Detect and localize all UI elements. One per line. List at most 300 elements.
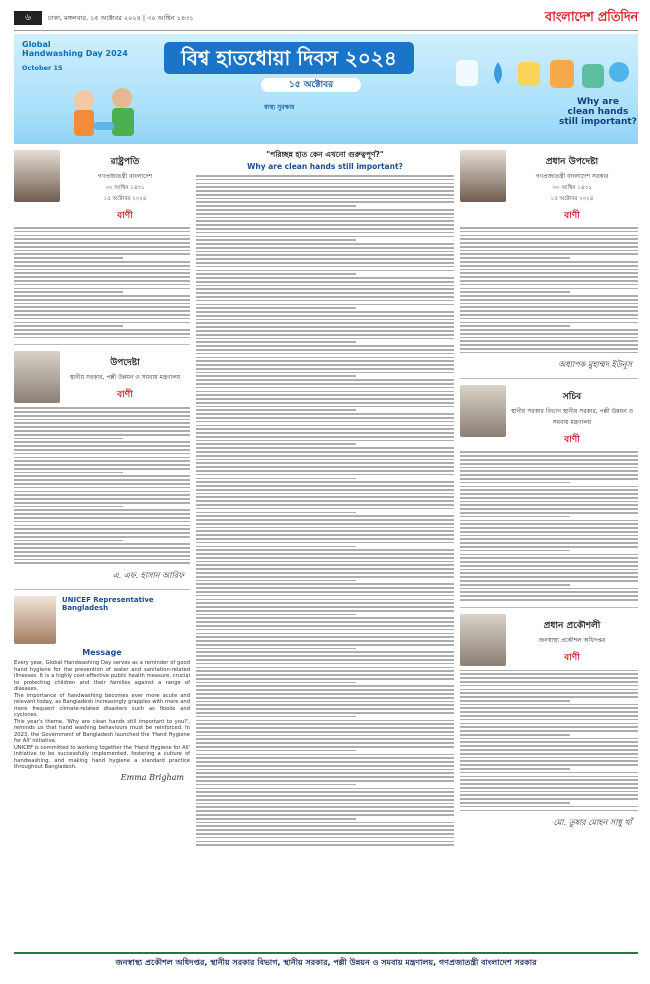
text-line — [196, 720, 454, 722]
text-line — [14, 333, 190, 335]
text-line — [196, 561, 454, 563]
text-line — [196, 542, 454, 544]
text-line — [14, 513, 190, 515]
chief-adviser-signature: অধ্যাপক মুহাম্মদ ইউনূস — [558, 360, 632, 370]
text-line — [196, 504, 454, 506]
text-line — [14, 238, 190, 240]
text-line — [196, 466, 454, 468]
text-line — [460, 591, 638, 593]
text-line — [14, 411, 190, 413]
footer-credit: জনস্বাস্থ্য প্রকৌশল অধিদপ্তর, স্থানীয় সরকার বিভাগ, স্থানীয় সরকার, পল্লী উন্নয়ন ও সমবায় মন্ত্রণালয়, গণপ্রজাতন্ত্রী বাংলাদেশ সরকার — [14, 952, 638, 972]
text-line — [196, 621, 454, 623]
text-line — [196, 799, 454, 801]
text-line — [196, 587, 454, 589]
text-line — [460, 459, 638, 461]
chief-adviser-subtitle: গণপ্রজাতন্ত্রী বাংলাদেশ সরকার — [535, 173, 609, 180]
text-line — [196, 292, 454, 294]
secretary-vani: বাণী — [564, 435, 580, 446]
masthead-logo: বাংলাদেশ প্রতিদিন — [544, 9, 638, 25]
text-line — [196, 810, 454, 812]
text-line — [460, 719, 638, 721]
text-line — [196, 201, 454, 203]
text-line — [460, 451, 638, 453]
text-line — [196, 462, 454, 464]
text-line — [196, 485, 454, 487]
text-line — [196, 243, 454, 245]
text-line — [460, 284, 638, 286]
text-line — [14, 227, 190, 229]
text-line — [196, 228, 454, 230]
unicef-message-body: Every year, Global Handwashing Day serves as a reminder of good hand hygiene for the prevention of water and sanitation-related illnesses. It is a highly cost-effective public health measure, crucial to protecting children and their families against a range of diseases. The importance of handwashing becomes ever more acute and relevant today, as Bangladesh increasingly grapples with more and more frequent climate-related disasters such as floods and cyclones. This year's theme, 'Why are clean hands still important to you?', reminds us that hand washing behaviours must be reinforced. In 2023, the Government of Bangladesh launched the 'Hand Hygiene for All' initiative. UNICEF is committed to working together the 'Hand Hygiene for All' initiative to be successfully implemented, fostering a culture of handwashing, and making hand hygiene a standard practice throughout Bangladesh. — [14, 660, 190, 771]
text-line — [460, 764, 638, 766]
text-line — [196, 349, 454, 351]
text-line — [460, 276, 638, 278]
text-line — [196, 572, 454, 574]
text-line — [14, 487, 190, 489]
adviser-signature: এ. এফ. হাসান আরিফ — [112, 571, 184, 581]
text-line — [196, 795, 454, 797]
text-line — [14, 460, 190, 462]
text-line — [14, 517, 190, 519]
text-line — [196, 493, 454, 495]
text-line — [460, 288, 638, 290]
text-line — [14, 415, 190, 417]
chief-engineer-title: প্রধান প্রকৌশলী — [543, 620, 601, 631]
text-line — [196, 614, 356, 616]
text-line — [196, 629, 454, 631]
text-line — [196, 523, 454, 525]
text-line — [196, 190, 454, 192]
text-line — [14, 494, 190, 496]
text-line — [460, 455, 638, 457]
text-line — [460, 768, 570, 770]
text-line — [196, 738, 454, 740]
text-line — [460, 599, 638, 601]
text-line — [196, 678, 454, 680]
text-line — [196, 655, 454, 657]
text-line — [196, 549, 454, 551]
text-line — [14, 543, 190, 545]
text-line — [196, 262, 454, 264]
text-line — [196, 568, 454, 570]
text-line — [196, 754, 454, 756]
president-subtitle: গণপ্রজাতন্ত্রী বাংলাদেশ — [97, 173, 153, 180]
text-line — [14, 303, 190, 305]
text-line — [196, 281, 454, 283]
text-line — [196, 625, 454, 627]
text-line — [14, 246, 190, 248]
text-line — [196, 723, 454, 725]
chief-adviser-vani: বাণী — [564, 211, 580, 221]
text-line — [196, 576, 454, 578]
text-line — [196, 818, 356, 820]
text-line — [460, 810, 638, 812]
text-line — [196, 179, 454, 181]
text-line — [196, 496, 454, 498]
text-line — [460, 580, 638, 582]
text-line — [460, 787, 638, 789]
text-line — [460, 280, 638, 282]
text-line — [14, 562, 190, 564]
text-line — [196, 746, 454, 748]
text-line — [460, 520, 638, 522]
text-line — [196, 232, 454, 234]
text-line — [460, 272, 638, 274]
text-line — [196, 689, 454, 691]
text-line — [196, 564, 454, 566]
text-line — [196, 478, 356, 480]
text-line — [196, 459, 454, 461]
text-line — [14, 521, 190, 523]
text-line — [14, 407, 190, 409]
text-line — [196, 648, 356, 650]
text-line — [14, 295, 190, 297]
text-line — [460, 463, 638, 465]
text-line — [460, 745, 638, 747]
text-line — [196, 326, 454, 328]
text-line — [460, 246, 638, 248]
text-line — [196, 599, 454, 601]
page-number: ৬ — [14, 11, 42, 25]
text-line — [460, 798, 638, 800]
text-line — [196, 353, 454, 355]
right-column — [460, 150, 638, 830]
text-line — [460, 561, 638, 563]
text-line — [196, 186, 454, 188]
text-line — [196, 716, 356, 718]
text-line — [14, 491, 190, 493]
text-line — [460, 478, 638, 480]
text-line — [196, 304, 454, 306]
text-line — [196, 530, 454, 532]
text-line — [196, 296, 454, 298]
text-line — [196, 447, 454, 449]
text-line — [460, 783, 638, 785]
text-line — [14, 426, 190, 428]
text-line — [196, 251, 454, 253]
text-line — [460, 772, 638, 774]
text-line — [14, 337, 190, 339]
text-line — [460, 538, 638, 540]
text-line — [460, 482, 570, 484]
text-line — [460, 467, 638, 469]
text-line — [196, 667, 454, 669]
text-line — [460, 242, 638, 244]
adviser-photo — [14, 351, 60, 403]
text-line — [460, 707, 638, 709]
text-line — [196, 788, 454, 790]
text-line — [460, 542, 638, 544]
text-line — [196, 670, 454, 672]
text-line — [460, 734, 570, 736]
text-line — [196, 742, 454, 744]
text-line — [14, 438, 123, 440]
adviser-message-body — [14, 407, 190, 564]
text-line — [14, 551, 190, 553]
text-line — [196, 534, 454, 536]
text-line — [196, 360, 454, 362]
text-line — [196, 364, 454, 366]
text-line — [196, 765, 454, 767]
text-line — [14, 528, 190, 530]
text-line — [14, 536, 190, 538]
chief-adviser-photo — [460, 150, 506, 202]
text-line — [196, 417, 454, 419]
divider — [460, 378, 638, 379]
text-line — [460, 508, 638, 510]
text-line — [196, 693, 454, 695]
text-line — [14, 284, 190, 286]
text-line — [460, 337, 638, 339]
middle-column — [196, 150, 454, 852]
text-line — [196, 428, 454, 430]
text-line — [14, 457, 190, 459]
text-line — [460, 310, 638, 312]
text-line — [460, 523, 638, 525]
chief-engineer-photo — [460, 614, 506, 666]
text-line — [196, 602, 454, 604]
text-line — [460, 711, 638, 713]
text-line — [14, 509, 190, 511]
president-message-header — [14, 150, 190, 223]
president-date2: ১৫ অক্টোবর ২০২৪ — [103, 196, 147, 202]
text-line — [460, 572, 638, 574]
text-line — [196, 500, 454, 502]
text-line — [196, 553, 454, 555]
secretary-subtitle: স্থানীয় সরকার বিভাগ স্থানীয় সরকার, পল্লী উন্নয়ন ও সমবায় মন্ত্রণালয় — [510, 408, 634, 427]
text-line — [460, 730, 638, 732]
text-line — [196, 595, 454, 597]
left-column — [14, 150, 190, 782]
text-line — [460, 535, 638, 537]
text-line — [196, 368, 454, 370]
text-line — [14, 502, 190, 504]
text-line — [196, 270, 454, 272]
text-line — [14, 318, 190, 320]
text-line — [196, 814, 454, 816]
text-line — [14, 422, 190, 424]
text-line — [196, 341, 356, 343]
text-line — [196, 591, 454, 593]
president-message-body — [14, 227, 190, 338]
text-line — [196, 311, 454, 313]
text-line — [460, 238, 638, 240]
banner-why-text: Why are clean hands still important? — [559, 97, 637, 127]
text-line — [460, 253, 638, 255]
text-line — [460, 557, 638, 559]
text-line — [196, 357, 454, 359]
text-line — [460, 340, 638, 342]
text-line — [460, 546, 638, 548]
text-line — [196, 402, 454, 404]
text-line — [196, 345, 454, 347]
text-line — [14, 250, 190, 252]
text-line — [196, 425, 454, 427]
text-line — [196, 372, 454, 374]
text-line — [196, 512, 356, 514]
text-line — [460, 493, 638, 495]
text-line — [196, 822, 454, 824]
feature-heading — [196, 150, 454, 171]
text-line — [196, 644, 454, 646]
text-line — [460, 776, 638, 778]
text-line — [14, 261, 190, 263]
text-line — [460, 700, 570, 702]
text-line — [460, 696, 638, 698]
banner-title: বিশ্ব হাতধোয়া দিবস ২০২৪ — [164, 42, 414, 74]
text-line — [196, 330, 454, 332]
text-line — [460, 692, 638, 694]
adviser-message-header — [14, 351, 190, 403]
text-line — [14, 430, 190, 432]
feature-article-body — [196, 175, 454, 846]
text-line — [460, 489, 638, 491]
text-line — [196, 443, 356, 445]
text-line — [460, 303, 638, 305]
text-line — [196, 481, 454, 483]
text-line — [460, 497, 638, 499]
adviser-title: উপদেষ্টা — [110, 358, 140, 369]
text-line — [196, 833, 454, 835]
text-line — [460, 470, 638, 472]
text-line — [460, 314, 638, 316]
text-line — [196, 239, 356, 241]
page-header — [14, 8, 638, 28]
chief-engineer-message-header — [460, 614, 638, 666]
text-line — [460, 550, 570, 552]
text-line — [14, 559, 190, 561]
text-line — [196, 829, 454, 831]
text-line — [460, 325, 570, 327]
text-line — [460, 749, 638, 751]
text-line — [14, 468, 190, 470]
text-line — [14, 419, 190, 421]
text-line — [196, 285, 454, 287]
text-line — [196, 769, 454, 771]
text-line — [14, 235, 190, 237]
text-line — [460, 329, 638, 331]
text-line — [196, 436, 454, 438]
text-line — [196, 841, 454, 843]
text-line — [196, 583, 454, 585]
adviser-vani: বাণী — [117, 390, 133, 401]
text-line — [196, 697, 454, 699]
text-line — [196, 538, 454, 540]
text-line — [14, 269, 190, 271]
chief-adviser-message-body — [460, 227, 638, 353]
text-line — [196, 213, 454, 215]
text-line — [460, 723, 638, 725]
text-line — [14, 299, 190, 301]
text-line — [460, 501, 638, 503]
divider — [14, 344, 190, 345]
text-line — [14, 449, 190, 451]
adviser-subtitle: স্থানীয় সরকার, পল্লী উন্নয়ন ও সমবায় মন্ত্রণালয় — [69, 374, 181, 382]
text-line — [196, 394, 454, 396]
text-line — [14, 506, 123, 508]
text-line — [460, 318, 638, 320]
text-line — [196, 791, 454, 793]
chief-engineer-message-body — [460, 670, 638, 812]
text-line — [460, 685, 638, 687]
chief-adviser-date2: ১৫ অক্টোবর ২০২৪ — [550, 196, 594, 202]
text-line — [196, 183, 454, 185]
text-line — [196, 319, 454, 321]
text-line — [14, 498, 190, 500]
text-line — [14, 464, 190, 466]
text-line — [196, 727, 454, 729]
unicef-message-title: Message — [82, 648, 122, 658]
text-line — [14, 231, 190, 233]
text-line — [196, 685, 454, 687]
text-line — [196, 701, 454, 703]
text-line — [196, 663, 454, 665]
secretary-message-body — [460, 451, 638, 600]
text-line — [196, 508, 454, 510]
text-line — [196, 757, 454, 759]
text-line — [196, 194, 454, 196]
chief-adviser-message-header — [460, 150, 638, 223]
text-line — [196, 375, 356, 377]
text-line — [196, 300, 454, 302]
text-line — [196, 844, 454, 846]
text-line — [196, 633, 454, 635]
text-line — [196, 406, 454, 408]
text-line — [460, 257, 570, 259]
feature-question-bn: "পরিচ্ছন্ন হাত কেন এখনো গুরুত্বপূর্ণ?" — [266, 150, 384, 159]
text-line — [196, 334, 454, 336]
text-line — [14, 257, 123, 259]
divider — [460, 607, 638, 608]
text-line — [196, 712, 454, 714]
text-line — [196, 750, 356, 752]
text-line — [460, 344, 638, 346]
president-title: রাষ্ট্রপতি — [110, 157, 140, 167]
text-line — [460, 760, 638, 762]
text-line — [196, 398, 454, 400]
president-vani: বাণী — [117, 211, 133, 221]
chief-engineer-signature: মো. তুষার মোহন সাধু খাঁ — [553, 818, 632, 828]
text-line — [460, 227, 638, 229]
text-line — [460, 753, 638, 755]
text-line — [14, 472, 123, 474]
text-line — [196, 338, 454, 340]
text-line — [14, 475, 190, 477]
text-line — [14, 483, 190, 485]
text-line — [196, 825, 454, 827]
text-line — [460, 794, 638, 796]
text-line — [14, 280, 190, 282]
president-photo — [14, 150, 60, 202]
text-line — [460, 474, 638, 476]
text-line — [460, 306, 638, 308]
text-line — [460, 352, 638, 354]
text-line — [196, 837, 454, 839]
text-line — [14, 322, 190, 324]
text-line — [196, 383, 454, 385]
text-line — [196, 780, 454, 782]
text-line — [196, 636, 454, 638]
text-line — [196, 440, 454, 442]
text-line — [460, 261, 638, 263]
text-line — [196, 387, 454, 389]
text-line — [196, 209, 454, 211]
president-date1: ৩০ আশ্বিন ১৪৩১ — [105, 185, 145, 191]
secretary-title: সচিব — [562, 392, 582, 403]
text-line — [196, 651, 454, 653]
text-line — [460, 689, 638, 691]
text-line — [196, 761, 454, 763]
